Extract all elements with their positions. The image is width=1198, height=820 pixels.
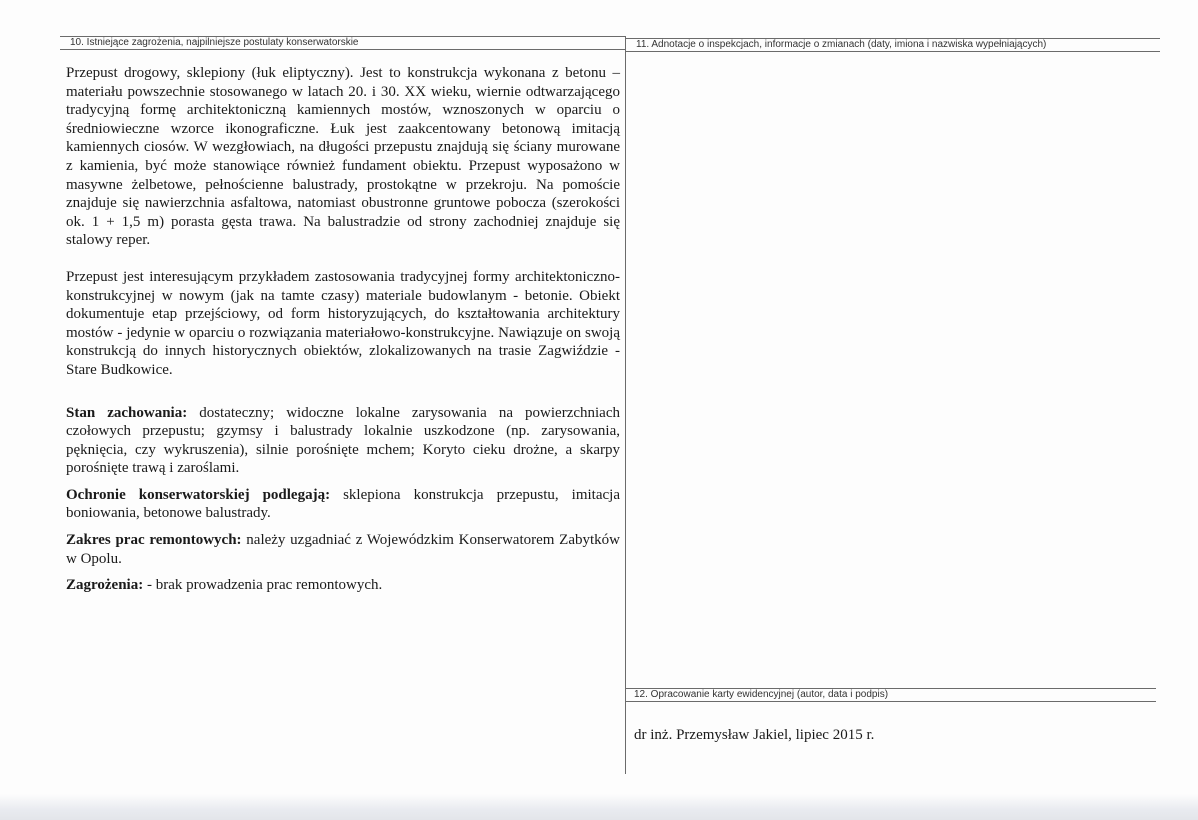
section-11-label-rule bbox=[626, 51, 1160, 52]
section-10-label-rule bbox=[60, 49, 626, 50]
threats-label: Zagrożenia: bbox=[66, 577, 144, 594]
threats-text: - brak prowadzenia prac remontowych. bbox=[143, 577, 383, 594]
section-12-label: 12. Opracowanie karty ewidencyjnej (autor, data i podpis) bbox=[634, 689, 889, 700]
section-10-body bbox=[66, 64, 620, 595]
protection-text: sklepiona konstrukcja przepustu, imitacja boniowania, betonowe balustrady. bbox=[66, 486, 620, 522]
condition-text: dostateczny; widoczne lokalne zarysowania na powierzchniach czołowych przepustu; gzymsy i balustrady lokalnie uszkodzone (np. zarysowania, pęknięcia, czy wykruszenia), silnie porośnięte mchem; Koryto cieku drożne, a skarpy porośnięte trawą i zaroślami. bbox=[66, 404, 620, 477]
section-11-label: 11. Adnotacje o inspekcjach, informacje o zmianach (daty, imiona i nazwiska wypełniających) bbox=[636, 39, 1047, 50]
section-10-label: 10. Istniejące zagrożenia, najpilniejsze postulaty konserwatorskie bbox=[70, 37, 359, 48]
card-author: dr inż. Przemysław Jakiel, lipiec 2015 r. bbox=[634, 727, 875, 743]
scan-bottom-shadow bbox=[0, 794, 1198, 820]
protection-paragraph bbox=[66, 486, 620, 523]
threats-paragraph bbox=[66, 576, 620, 595]
column-divider bbox=[625, 36, 626, 774]
protection-label: Ochronie konserwatorskiej podlegają: bbox=[66, 486, 331, 503]
significance-paragraph: Przepust jest interesującym przykładem zastosowania tradycyjnej formy architektoniczno-konstrukcyjnej w nowym (jak na tamte czasy) materiale budowlanym - betonie. Obiekt dokumentuje etap przejściowy, od form historyzujących, do kształtowania architektury mostów - jedynie w oparciu o rozwiązania materiałowo-konstrukcyjne. Nawiązuje on swoją konstrukcją do innych historycznych obiektów, zlokalizowanych na trasie Zagwiździe - Stare Budkowice. bbox=[66, 268, 620, 378]
repair-scope-label: Zakres prac remontowych: bbox=[66, 532, 242, 549]
section-12-label-rule bbox=[626, 701, 1156, 702]
condition-paragraph bbox=[66, 404, 620, 478]
repair-scope-paragraph bbox=[66, 531, 620, 568]
repair-scope-text: należy uzgadniać z Wojewódzkim Konserwatorem Zabytków w Opolu. bbox=[66, 532, 620, 567]
description-paragraph: Przepust drogowy, sklepiony (łuk eliptyczny). Jest to konstrukcja wykonana z betonu – materiału powszechnie stosowanego w latach 20. i 30. XX wieku, wiernie odtwarzającego tradycyjną formę architektoniczną kamiennych mostów, wznoszonych w oparciu o średniowieczne wzorce ikonograficzne. Łuk jest zaakcentowany betonową imitacją kamiennych ciosów. W wezgłowiach, na długości przepustu znajdują się ściany murowane z kamienia, być może stanowiące również fundament obiektu. Przepust wyposażono w masywne żelbetowe, pełnościenne balustrady, prostokątne w przekroju. Na pomoście znajduje się nawierzchnia asfaltowa, natomiast obustronne gruntowe pobocza (szerokości ok. 1 + 1,5 m) porasta gęsta trawa. Na balustradzie od strony zachodniej znajduje się stalowy reper. bbox=[66, 65, 620, 249]
condition-label: Stan zachowania: bbox=[66, 404, 188, 421]
